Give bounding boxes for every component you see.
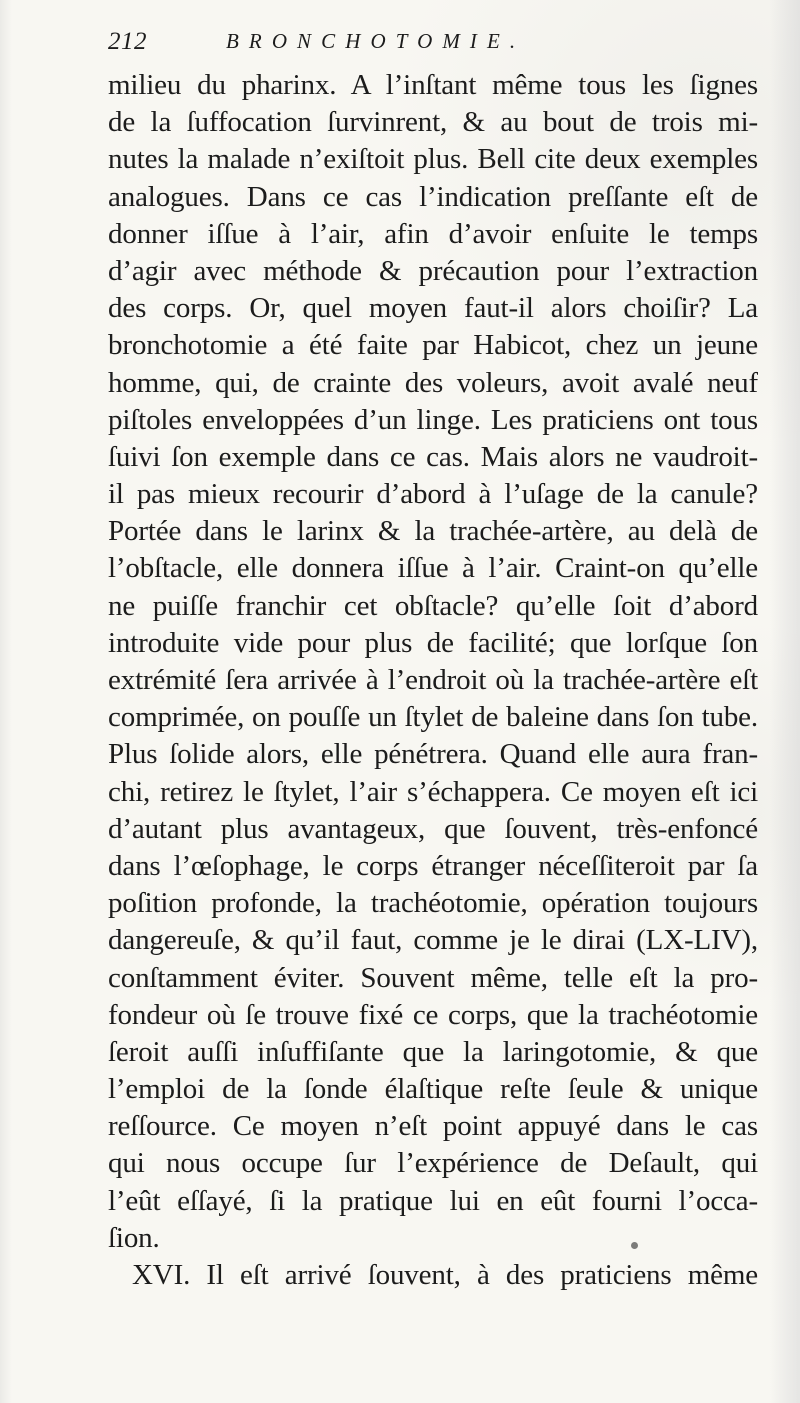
text-line: Plus ſolide alors, elle pénétrera. Quand elle aura fran- [108,738,758,771]
text-line: poſition profonde, la trachéotomie, opération toujours [108,887,758,920]
text-line: d’agir avec méthode & précaution pour l’extraction [108,254,758,287]
text-line: conſtamment éviter. Souvent même, telle eſt la pro- [108,961,758,994]
text-line: fondeur où ſe trouve fixé ce corps, que la trachéotomie [108,998,758,1031]
text-line: milieu du pharinx. A l’inſtant même tous les ſignes [108,69,758,101]
running-title: BRONCHOTOMIE. [226,29,526,53]
text-line: l’emploi de la ſonde élaſtique reſte ſeule & unique [108,1073,758,1106]
page-number: 212 [108,28,147,55]
text-line: reſſource. Ce moyen n’eſt point appuyé dans le cas [108,1110,758,1143]
text-line: homme, qui, de crainte des voleurs, avoit avalé neuf [108,366,758,399]
text-line: de la ſuffocation ſurvinrent, & au bout de trois mi- [108,106,758,139]
text-line: ne puiſſe franchir cet obſtacle? qu’elle ſoit d’abord [108,589,758,622]
text-line: dangereuſe, & qu’il faut, comme je le dirai (LX-LIV), [108,924,758,957]
text-line: comprimée, on pouſſe un ſtylet de baleine dans ſon tube. [108,701,758,734]
ink-dot [631,1242,638,1249]
section-opening-line: XVI. Il eſt arrivé ſouvent, à des praticiens même [132,1259,758,1291]
text-line: des corps. Or, quel moyen faut-il alors choiſir? La [108,292,758,325]
text-line: dans l’œſophage, le corps étranger néceſſiteroit par ſa [108,849,758,882]
text-line: d’autant plus avantageux, que ſouvent, très-enfoncé [108,812,758,845]
text-line: donner iſſue à l’air, afin d’avoir enſuite le temps [108,217,758,250]
text-line: piſtoles enveloppées d’un linge. Les praticiens ont tous [108,403,758,436]
text-line: introduite vide pour plus de facilité; que lorſque ſon [108,626,758,659]
text-line: extrémité ſera arrivée à l’endroit où la trachée-artère eſt [108,664,758,696]
text-line: ſion. [108,1221,160,1254]
text-line: ſuivi ſon exemple dans ce cas. Mais alors ne vaudroit- [108,440,758,473]
text-line: chi, retirez le ſtylet, l’air s’échappera. Ce moyen eſt ici [108,775,758,808]
text-line: nutes la malade n’exiſtoit plus. Bell cite deux exemples [108,143,758,176]
text-line: bronchotomie a été faite par Habicot, chez un jeune [108,329,758,362]
page-edge-shadow [770,0,800,1403]
text-line: analogues. Dans ce cas l’indication preſſante eſt de [108,180,758,213]
running-head [108,22,758,60]
text-line: il pas mieux recourir d’abord à l’uſage de la canule? [108,478,758,511]
text-line: Portée dans le larinx & la trachée-artère, au delà de [108,515,758,548]
text-line: l’obſtacle, elle donnera iſſue à l’air. Craint-on qu’elle [108,552,758,585]
text-line: qui nous occupe ſur l’expérience de Deſault, qui [108,1147,758,1180]
text-line: l’eût eſſayé, ſi la pratique lui en eût fourni l’occa- [108,1184,758,1217]
main-text [108,67,758,1294]
text-line: ſeroit auſſi inſuffiſante que la laringotomie, & que [108,1035,758,1068]
